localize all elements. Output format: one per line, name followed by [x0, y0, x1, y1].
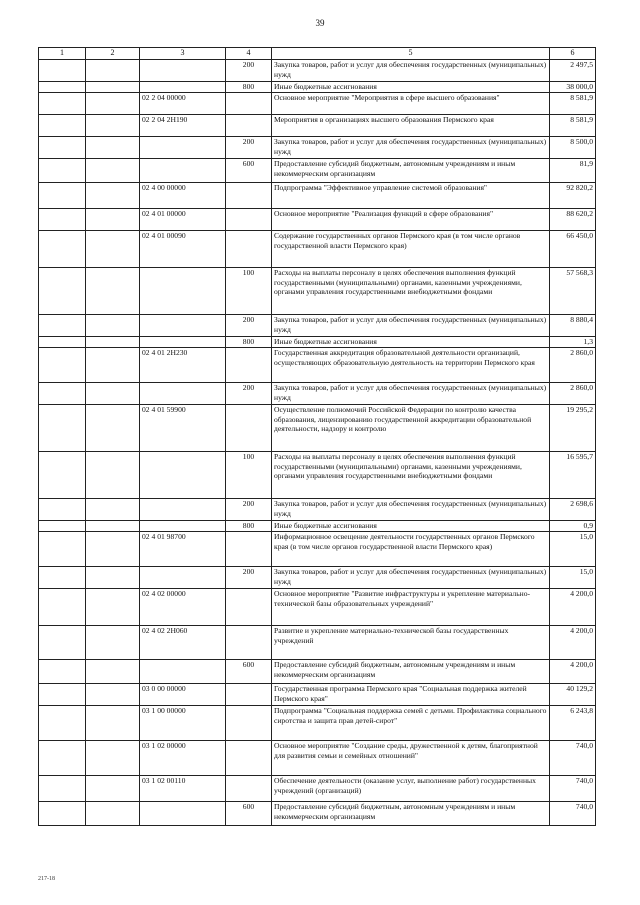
cell-description: Расходы на выплаты персоналу в целях обеспечения выполнения функций государственными (муниципальными) органами, казенными учреждениями, органами управления государственными внебюджетными фондами [272, 268, 550, 315]
cell-col2 [86, 499, 140, 521]
cell-col1 [39, 183, 86, 209]
cell-amount: 38 000,0 [550, 82, 596, 93]
cell-target-code: 02 4 01 59900 [140, 405, 226, 452]
cell-amount: 2 860,0 [550, 348, 596, 383]
cell-col1 [39, 532, 86, 567]
cell-col1 [39, 115, 86, 137]
cell-col1 [39, 93, 86, 115]
table-row [39, 452, 596, 499]
cell-expense-type: 800 [226, 82, 272, 93]
cell-description: Предоставление субсидий бюджетным, автономным учреждениям и иным некоммерческим организациям [272, 159, 550, 183]
cell-col2 [86, 159, 140, 183]
cell-expense-type: 200 [226, 60, 272, 82]
cell-description: Подпрограмма "Социальная поддержка семей с детьми. Профилактика социального сиротства и защита прав детей-сирот" [272, 706, 550, 741]
cell-description: Основное мероприятие "Реализация функций в сфере образования" [272, 209, 550, 231]
cell-col1 [39, 802, 86, 826]
cell-target-code: 02 4 00 00000 [140, 183, 226, 209]
cell-target-code [140, 82, 226, 93]
cell-col1 [39, 626, 86, 660]
cell-amount: 66 450,0 [550, 231, 596, 268]
cell-col2 [86, 137, 140, 159]
cell-expense-type: 200 [226, 499, 272, 521]
table-body [39, 60, 596, 826]
cell-col2 [86, 383, 140, 405]
cell-description: Осуществление полномочий Российской Федерации по контролю качества образования, лицензированию государственной аккредитации образовательной деятельности, надзору и контролю [272, 405, 550, 452]
table-row [39, 532, 596, 567]
cell-amount: 4 200,0 [550, 589, 596, 626]
cell-expense-type [226, 209, 272, 231]
cell-expense-type [226, 626, 272, 660]
cell-target-code [140, 60, 226, 82]
cell-amount: 2 497,5 [550, 60, 596, 82]
table-row [39, 626, 596, 660]
cell-col1 [39, 315, 86, 337]
cell-amount: 15,0 [550, 567, 596, 589]
cell-col2 [86, 60, 140, 82]
cell-expense-type [226, 93, 272, 115]
table-row [39, 521, 596, 532]
cell-col1 [39, 348, 86, 383]
cell-target-code: 03 1 02 00000 [140, 741, 226, 776]
cell-target-code [140, 499, 226, 521]
cell-target-code: 02 4 02 2Н060 [140, 626, 226, 660]
cell-description: Государственная программа Пермского края "Социальная поддержка жителей Пермского края" [272, 684, 550, 706]
cell-col1 [39, 452, 86, 499]
cell-expense-type [226, 231, 272, 268]
cell-expense-type [226, 183, 272, 209]
cell-description: Иные бюджетные ассигнования [272, 82, 550, 93]
table-row [39, 60, 596, 82]
cell-amount: 15,0 [550, 532, 596, 567]
table-row [39, 802, 596, 826]
cell-expense-type: 100 [226, 268, 272, 315]
cell-amount: 1,3 [550, 337, 596, 348]
cell-expense-type [226, 589, 272, 626]
cell-expense-type [226, 532, 272, 567]
cell-expense-type: 600 [226, 159, 272, 183]
column-header: 3 [140, 48, 226, 60]
cell-col2 [86, 183, 140, 209]
cell-description: Мероприятия в организациях высшего образования Пермского края [272, 115, 550, 137]
table-row [39, 231, 596, 268]
cell-col2 [86, 802, 140, 826]
cell-target-code [140, 521, 226, 532]
cell-expense-type: 200 [226, 315, 272, 337]
table-row [39, 776, 596, 802]
cell-target-code [140, 802, 226, 826]
cell-description: Закупка товаров, работ и услуг для обеспечения государственных (муниципальных) нужд [272, 137, 550, 159]
table-row [39, 209, 596, 231]
cell-target-code [140, 315, 226, 337]
cell-expense-type: 600 [226, 802, 272, 826]
table-row [39, 741, 596, 776]
cell-amount: 88 620,2 [550, 209, 596, 231]
cell-col1 [39, 60, 86, 82]
table-row [39, 383, 596, 405]
table-row [39, 405, 596, 452]
cell-description: Закупка товаров, работ и услуг для обеспечения государственных (муниципальных) нужд [272, 383, 550, 405]
cell-expense-type [226, 684, 272, 706]
cell-target-code: 02 4 01 00090 [140, 231, 226, 268]
cell-amount: 4 200,0 [550, 626, 596, 660]
cell-col2 [86, 337, 140, 348]
cell-description: Информационное освещение деятельности государственных органов Пермского края (в том числе органов государственной власти Пермского края) [272, 532, 550, 567]
cell-expense-type: 800 [226, 337, 272, 348]
cell-description: Иные бюджетные ассигнования [272, 337, 550, 348]
cell-col2 [86, 115, 140, 137]
cell-target-code: 02 4 01 00000 [140, 209, 226, 231]
cell-amount: 4 200,0 [550, 660, 596, 684]
cell-amount: 6 243,8 [550, 706, 596, 741]
budget-table [38, 47, 596, 826]
cell-expense-type [226, 115, 272, 137]
table-row [39, 499, 596, 521]
cell-col1 [39, 231, 86, 268]
cell-col1 [39, 337, 86, 348]
cell-col1 [39, 209, 86, 231]
table-row [39, 706, 596, 741]
cell-col1 [39, 521, 86, 532]
cell-description: Предоставление субсидий бюджетным, автономным учреждениям и иным некоммерческим организациям [272, 802, 550, 826]
cell-description: Обеспечение деятельности (оказание услуг, выполнение работ) государственных учреждений (организаций) [272, 776, 550, 802]
cell-col2 [86, 452, 140, 499]
cell-expense-type: 200 [226, 383, 272, 405]
cell-target-code: 03 1 02 00110 [140, 776, 226, 802]
column-header: 6 [550, 48, 596, 60]
cell-description: Государственная аккредитация образовательной деятельности организаций, осуществляющих образовательную деятельность на территории Пермского края [272, 348, 550, 383]
cell-col2 [86, 589, 140, 626]
footer-code: 217-18 [38, 876, 55, 882]
cell-col1 [39, 159, 86, 183]
cell-target-code [140, 268, 226, 315]
cell-col2 [86, 660, 140, 684]
column-header: 4 [226, 48, 272, 60]
cell-description: Закупка товаров, работ и услуг для обеспечения государственных (муниципальных) нужд [272, 567, 550, 589]
cell-amount: 8 581,9 [550, 93, 596, 115]
table-row [39, 660, 596, 684]
cell-amount: 81,9 [550, 159, 596, 183]
cell-col1 [39, 137, 86, 159]
table-row [39, 93, 596, 115]
cell-amount: 8 500,0 [550, 137, 596, 159]
cell-target-code [140, 383, 226, 405]
cell-col2 [86, 405, 140, 452]
column-header: 1 [39, 48, 86, 60]
cell-col1 [39, 706, 86, 741]
cell-expense-type: 600 [226, 660, 272, 684]
table-row [39, 268, 596, 315]
cell-amount: 40 129,2 [550, 684, 596, 706]
cell-amount: 8 880,4 [550, 315, 596, 337]
cell-amount: 2 860,0 [550, 383, 596, 405]
cell-col2 [86, 626, 140, 660]
table-row [39, 115, 596, 137]
page-number: 39 [315, 18, 325, 28]
cell-col1 [39, 589, 86, 626]
cell-description: Содержание государственных органов Пермского края (в том числе органов государственной власти Пермского края) [272, 231, 550, 268]
cell-col2 [86, 268, 140, 315]
table-row [39, 589, 596, 626]
cell-expense-type [226, 405, 272, 452]
cell-col2 [86, 315, 140, 337]
cell-expense-type [226, 348, 272, 383]
cell-col2 [86, 567, 140, 589]
cell-target-code: 02 4 01 98700 [140, 532, 226, 567]
cell-col1 [39, 567, 86, 589]
table-header-row [39, 48, 596, 60]
cell-amount: 57 568,3 [550, 268, 596, 315]
cell-col2 [86, 776, 140, 802]
cell-target-code [140, 337, 226, 348]
cell-col1 [39, 405, 86, 452]
cell-target-code: 02 2 04 2Н190 [140, 115, 226, 137]
cell-col2 [86, 521, 140, 532]
column-header: 2 [86, 48, 140, 60]
cell-amount: 740,0 [550, 776, 596, 802]
cell-col2 [86, 706, 140, 741]
cell-description: Основное мероприятие "Развитие инфраструктуры и укрепление материально-технической базы образовательных учреждений" [272, 589, 550, 626]
cell-col1 [39, 268, 86, 315]
cell-target-code: 02 4 01 2Н230 [140, 348, 226, 383]
cell-col1 [39, 776, 86, 802]
cell-description: Подпрограмма "Эффективное управление системой образования" [272, 183, 550, 209]
cell-target-code: 03 1 00 00000 [140, 706, 226, 741]
cell-col2 [86, 231, 140, 268]
table-row [39, 183, 596, 209]
table-row [39, 567, 596, 589]
cell-target-code [140, 159, 226, 183]
cell-col1 [39, 383, 86, 405]
cell-description: Основное мероприятие "Создание среды, дружественной к детям, благоприятной для развития семьи и семейных отношений" [272, 741, 550, 776]
table-row [39, 315, 596, 337]
cell-col2 [86, 532, 140, 567]
cell-col1 [39, 499, 86, 521]
cell-target-code [140, 137, 226, 159]
cell-col1 [39, 82, 86, 93]
table-row [39, 684, 596, 706]
cell-expense-type [226, 776, 272, 802]
cell-target-code: 03 0 00 00000 [140, 684, 226, 706]
cell-amount: 8 581,9 [550, 115, 596, 137]
cell-amount: 16 595,7 [550, 452, 596, 499]
cell-amount: 2 698,6 [550, 499, 596, 521]
cell-amount: 740,0 [550, 741, 596, 776]
cell-col1 [39, 684, 86, 706]
cell-col1 [39, 660, 86, 684]
cell-amount: 92 820,2 [550, 183, 596, 209]
table-row [39, 348, 596, 383]
cell-amount: 0,9 [550, 521, 596, 532]
cell-amount: 19 295,2 [550, 405, 596, 452]
cell-description: Закупка товаров, работ и услуг для обеспечения государственных (муниципальных) нужд [272, 60, 550, 82]
cell-target-code [140, 567, 226, 589]
table-row [39, 137, 596, 159]
cell-col1 [39, 741, 86, 776]
cell-amount: 740,0 [550, 802, 596, 826]
table-row [39, 82, 596, 93]
cell-col2 [86, 93, 140, 115]
cell-expense-type [226, 741, 272, 776]
cell-col2 [86, 348, 140, 383]
cell-target-code: 02 4 02 00000 [140, 589, 226, 626]
cell-description: Основное мероприятие "Мероприятия в сфере высшего образования" [272, 93, 550, 115]
cell-expense-type: 200 [226, 137, 272, 159]
cell-description: Расходы на выплаты персоналу в целях обеспечения выполнения функций государственными (муниципальными) органами, казенными учреждениями, органами управления государственными внебюджетными фондами [272, 452, 550, 499]
cell-target-code [140, 660, 226, 684]
cell-description: Закупка товаров, работ и услуг для обеспечения государственных (муниципальных) нужд [272, 499, 550, 521]
cell-expense-type: 100 [226, 452, 272, 499]
cell-target-code [140, 452, 226, 499]
cell-expense-type: 800 [226, 521, 272, 532]
table-row [39, 337, 596, 348]
cell-col2 [86, 684, 140, 706]
cell-description: Закупка товаров, работ и услуг для обеспечения государственных (муниципальных) нужд [272, 315, 550, 337]
cell-target-code: 02 2 04 00000 [140, 93, 226, 115]
cell-expense-type [226, 706, 272, 741]
cell-col2 [86, 209, 140, 231]
cell-col2 [86, 741, 140, 776]
table-row [39, 159, 596, 183]
column-header: 5 [272, 48, 550, 60]
cell-col2 [86, 82, 140, 93]
cell-expense-type: 200 [226, 567, 272, 589]
cell-description: Предоставление субсидий бюджетным, автономным учреждениям и иным некоммерческим организациям [272, 660, 550, 684]
cell-description: Развитие и укрепление материально-технической базы государственных учреждений [272, 626, 550, 660]
cell-description: Иные бюджетные ассигнования [272, 521, 550, 532]
